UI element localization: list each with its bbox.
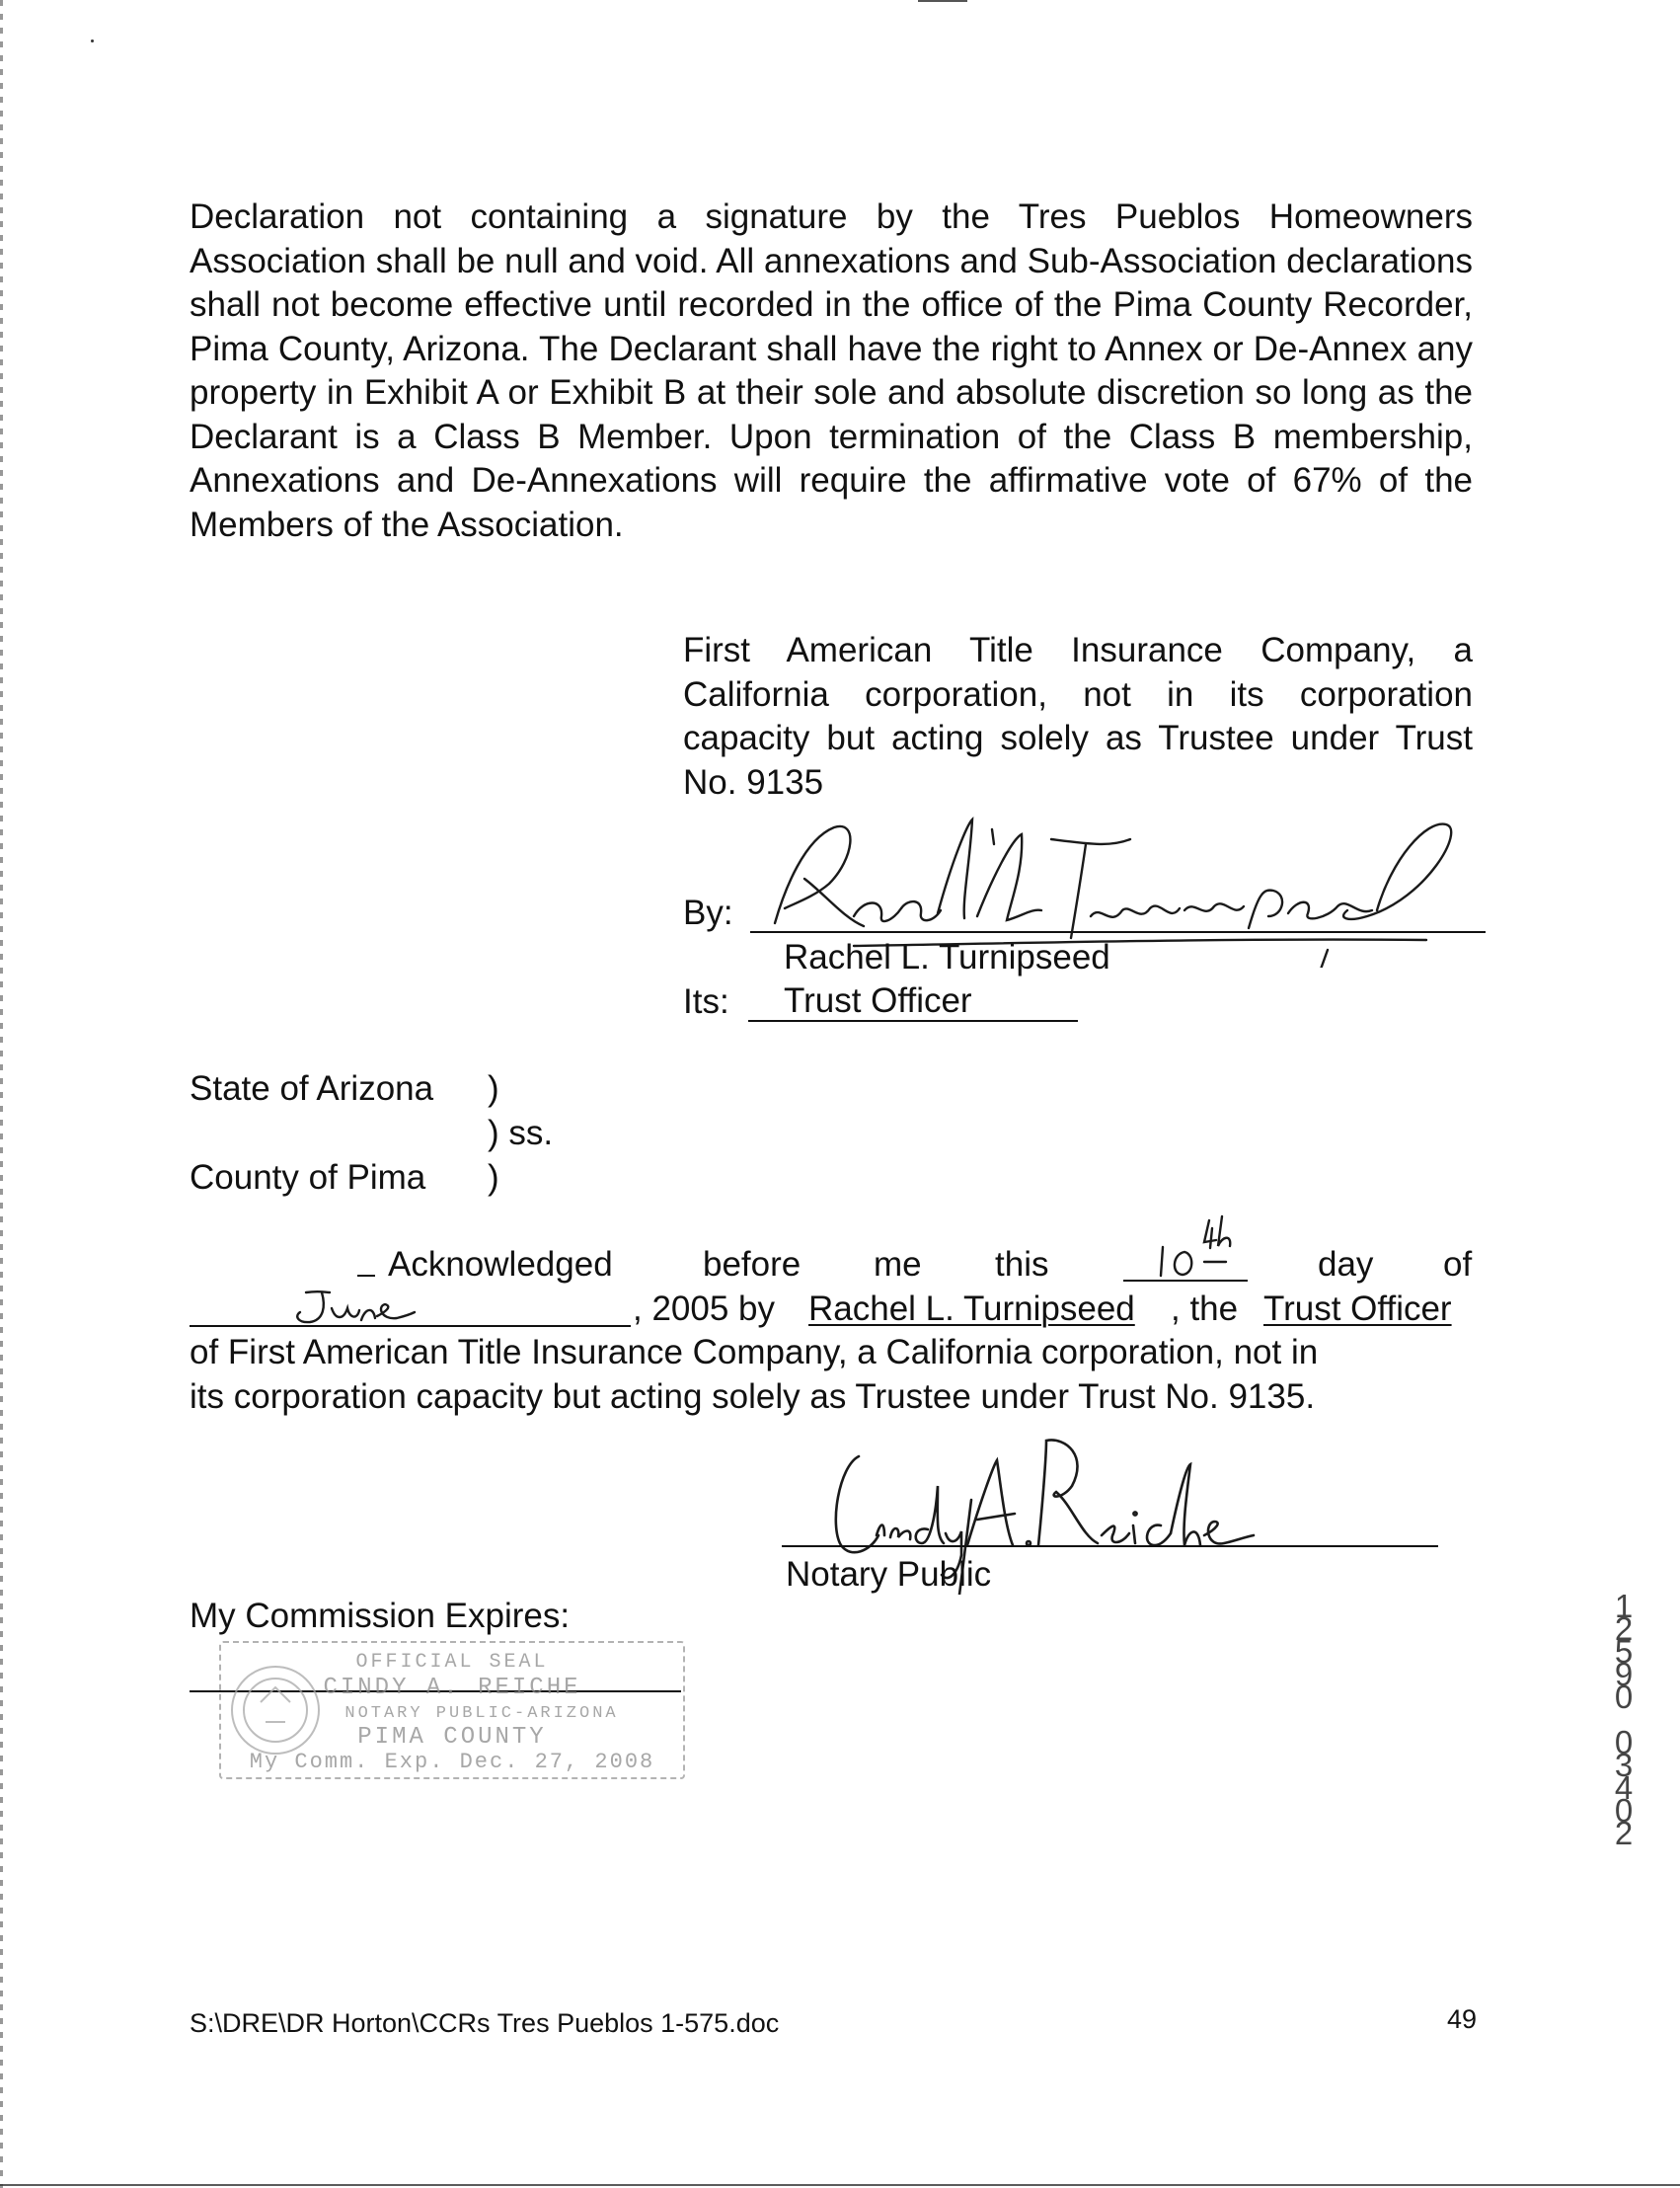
- ack-word-of: of: [1443, 1245, 1473, 1284]
- ack-word-this: this: [995, 1245, 1049, 1284]
- seal-line-1: OFFICIAL SEAL: [355, 1651, 549, 1674]
- notary-signature-line: [782, 1545, 1438, 1547]
- seal-line-5: My Comm. Exp. Dec. 27, 2008: [249, 1750, 655, 1774]
- footer-file-path: S:\DRE\DR Horton\CCRs Tres Pueblos 1-575.doc: [190, 2008, 780, 2038]
- scan-edge-bottom: [0, 2184, 1680, 2186]
- trustee-description: First American Title Insurance Company, a California corporation, not in its corporation capacity but acting solely as Trustee under Trust No. 9135: [683, 631, 1473, 802]
- ack-the: , the: [1171, 1289, 1239, 1328]
- signature-line: [750, 931, 1486, 933]
- venue-paren-top: ): [488, 1069, 499, 1108]
- ack-officer-name: Rachel L. Turnipseed: [808, 1289, 1135, 1328]
- page-number: 49: [1447, 2004, 1478, 2034]
- venue-county: County of Pima: [190, 1158, 426, 1197]
- scan-speck: [91, 39, 94, 42]
- ack-year-by: , 2005 by: [633, 1289, 775, 1328]
- ack-word-before: before: [703, 1245, 802, 1284]
- seal-line-2: CINDY A. REICHE: [323, 1675, 581, 1701]
- its-label: Its:: [683, 982, 729, 1021]
- handwritten-day: [1155, 1212, 1244, 1282]
- notary-label: Notary Public: [786, 1555, 992, 1594]
- seal-line-4: PIMA COUNTY: [357, 1724, 547, 1751]
- ack-word-acknowledged: Acknowledged: [388, 1245, 613, 1284]
- annexation-paragraph: Declaration not containing a signature by the Tres Pueblos Homeowners Association shall be null and void. All annexations and Sub-Association declarations shall not become effective until recorded in the office of the Pima County Recorder, Pima County, Arizona. The Declarant shall have the right to Annex or De-Annex any property in Exhibit A or Exhibit B at their sole and absolute discretion so long as the Declarant is a Class B Member. Upon termination of the Class B membership, Annexations and De-Annexations will require the affirmative vote of 67% of the Members of the Association.: [190, 197, 1473, 544]
- ack-officer-title: Trust Officer: [1263, 1289, 1452, 1328]
- scan-edge-top: [918, 0, 967, 2]
- commission-label: My Commission Expires:: [190, 1597, 571, 1635]
- venue-paren-bottom: ): [488, 1158, 499, 1197]
- by-label: By:: [683, 894, 733, 932]
- ack-line-3: of First American Title Insurance Company, a California corporation, not in: [190, 1333, 1319, 1371]
- venue-state: State of Arizona: [190, 1069, 434, 1108]
- seal-line-3: NOTARY PUBLIC-ARIZONA: [344, 1704, 619, 1723]
- ack-word-me: me: [874, 1245, 922, 1284]
- ack-line-4: its corporation capacity but acting solely as Trustee under Trust No. 9135.: [190, 1377, 1316, 1416]
- recording-number: 1 2 5 9 0 0 3 4 0 2: [1614, 1588, 1634, 1851]
- signer-name: Rachel L. Turnipseed: [784, 938, 1110, 977]
- scan-edge-left: [0, 0, 3, 2188]
- its-title: Trust Officer: [748, 982, 1078, 1022]
- venue-ss: ) ss.: [488, 1114, 554, 1152]
- ack-indent-mark: [357, 1275, 375, 1277]
- notary-seal-stamp: [219, 1641, 685, 1779]
- handwritten-month: [286, 1287, 424, 1331]
- ack-word-day: day: [1318, 1245, 1374, 1284]
